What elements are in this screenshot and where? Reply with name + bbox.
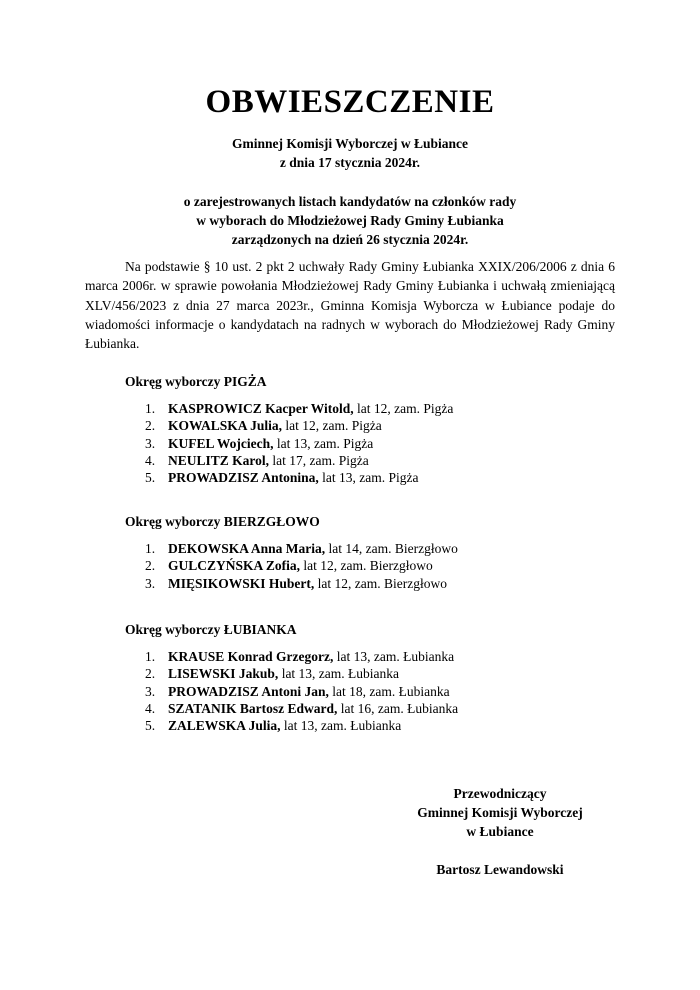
district-title: Okręg wyborczy PIGŻA [125,374,267,389]
candidate-details: lat 18, zam. Łubianka [328,683,450,699]
issuer-block [0,134,700,172]
district-lubianka [125,620,605,734]
list-item [168,717,605,734]
candidate-name: KUFEL Wojciech, [168,435,274,451]
list-item [168,540,605,557]
candidate-list [125,540,605,592]
subject-line: o zarejestrowanych listach kandydatów na członków rady [183,194,517,209]
subject-line: zarządzonych na dzień 26 stycznia 2024r. [231,232,469,247]
candidate-details: lat 13, zam. Łubianka [333,649,455,664]
list-item [168,452,605,469]
candidate-name: LISEWSKI Jakub, [168,666,279,682]
candidate-details: lat 12, zam. Bierzgłowo [300,558,433,574]
candidate-details: lat 13, zam. Pigża [273,435,374,451]
list-item [168,469,605,486]
candidate-name: SZATANIK Bartosz Edward, [168,700,338,716]
candidate-list [125,400,605,486]
list-item [168,648,605,665]
list-item [168,683,605,700]
candidate-name: KOWALSKA Julia, [168,418,283,434]
candidate-name: GULCZYŃSKA Zofia, [168,558,301,574]
district-title: Okręg wyborczy ŁUBIANKA [125,622,297,637]
district-title: Okręg wyborczy BIERZGŁOWO [125,514,320,529]
candidate-details: lat 13, zam. Łubianka [280,718,402,734]
candidate-details: lat 14, zam. Bierzgłowo [325,541,458,556]
signature-title: Przewodniczący [453,786,547,801]
subject-line: w wyborach do Młodzieżowej Rady Gminy Łubianka [196,213,504,228]
candidate-name: MIĘSIKOWSKI Hubert, [168,575,315,591]
list-item [168,700,605,717]
candidate-details: lat 16, zam. Łubianka [337,700,459,716]
list-item [168,557,605,574]
legal-basis-paragraph: Na podstawie § 10 ust. 2 pkt 2 uchwały Rady Gminy Łubianka XXIX/206/2006 z dnia 6 marca 2006r. w sprawie powołania Młodzieżowej Rady Gminy Łubianka i uchwałą zmieniającą XLV/456/2023 z dnia 27 marca 2023r., Gminna Komisja Wyborcza w Łubiance podaje do wiadomości informacje o kandydatach na radnych w wyborach do Młodzieżowej Rady Gminy Łubianka. [85,259,615,352]
candidate-details: lat 13, zam. Pigża [318,470,419,486]
candidate-name: DEKOWSKA Anna Maria, [168,541,326,556]
signatory-name: Bartosz Lewandowski [436,862,564,877]
list-item [168,435,605,452]
issuer-line: Gminnej Komisji Wyborczej w Łubiance [232,136,468,151]
district-pigza [125,372,605,486]
candidate-details: lat 12, zam. Pigża [353,401,454,416]
district-bierzglowo [125,512,605,592]
candidate-details: lat 13, zam. Łubianka [278,666,400,682]
candidate-list [125,648,605,734]
list-item [168,417,605,434]
candidate-details: lat 17, zam. Pigża [269,452,369,468]
candidate-name: KRAUSE Konrad Grzegorz, [168,649,334,664]
signature-block [400,784,600,879]
candidate-details: lat 12, zam. Bierzgłowo [314,575,447,591]
date-line: z dnia 17 stycznia 2024r. [279,155,421,170]
candidate-name: PROWADZISZ Antonina, [168,470,319,486]
candidate-name: ZALEWSKA Julia, [168,718,281,734]
list-item [168,400,605,417]
list-item [168,665,605,682]
signature-title: w Łubiance [466,824,534,839]
list-item [168,575,605,592]
candidate-name: KASPROWICZ Kacper Witold, [168,401,354,416]
candidate-details: lat 12, zam. Pigża [282,418,382,434]
signature-title: Gminnej Komisji Wyborczej [417,805,583,820]
page-title: OBWIESZCZENIE [205,84,495,120]
candidate-name: PROWADZISZ Antoni Jan, [168,683,329,699]
subject-block [0,192,700,249]
candidate-name: NEULITZ Karol, [168,452,270,468]
